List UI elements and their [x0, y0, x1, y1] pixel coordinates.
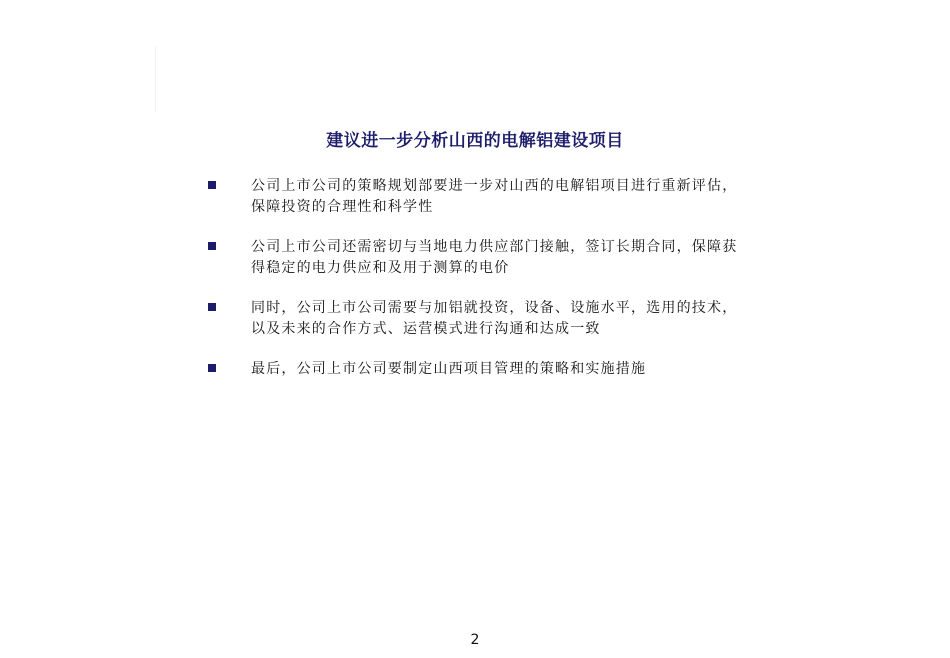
bullet-list: [204, 176, 744, 399]
square-bullet-icon: [208, 181, 216, 189]
bullet-text-2: 公司上市公司还需密切与当地电力供应部门接触，签订长期合同，保障获得稳定的电力供应和及用于测算的电价: [251, 239, 738, 276]
square-bullet-icon: [208, 364, 216, 372]
bullet-text-4: 最后，公司上市公司要制定山西项目管理的策略和实施措施: [251, 361, 647, 377]
bullet-text-1: 公司上市公司的策略规划部要进一步对山西的电解铝项目进行重新评估，保障投资的合理性和科学性: [251, 178, 738, 215]
bullet-item-3: [204, 298, 744, 340]
slide-title: 建议进一步分析山西的电解铝建设项目: [326, 131, 624, 151]
page-number: 2: [470, 632, 480, 648]
square-bullet-icon: [208, 242, 216, 250]
bullet-item-2: [204, 237, 744, 279]
decorative-divider: [155, 46, 156, 112]
square-bullet-icon: [208, 303, 216, 311]
bullet-item-4: [204, 359, 744, 380]
bullet-text-3: 同时，公司上市公司需要与加铝就投资，设备、设施水平，选用的技术，以及未来的合作方式、运营模式进行沟通和达成一致: [251, 300, 738, 337]
bullet-item-1: [204, 176, 744, 218]
